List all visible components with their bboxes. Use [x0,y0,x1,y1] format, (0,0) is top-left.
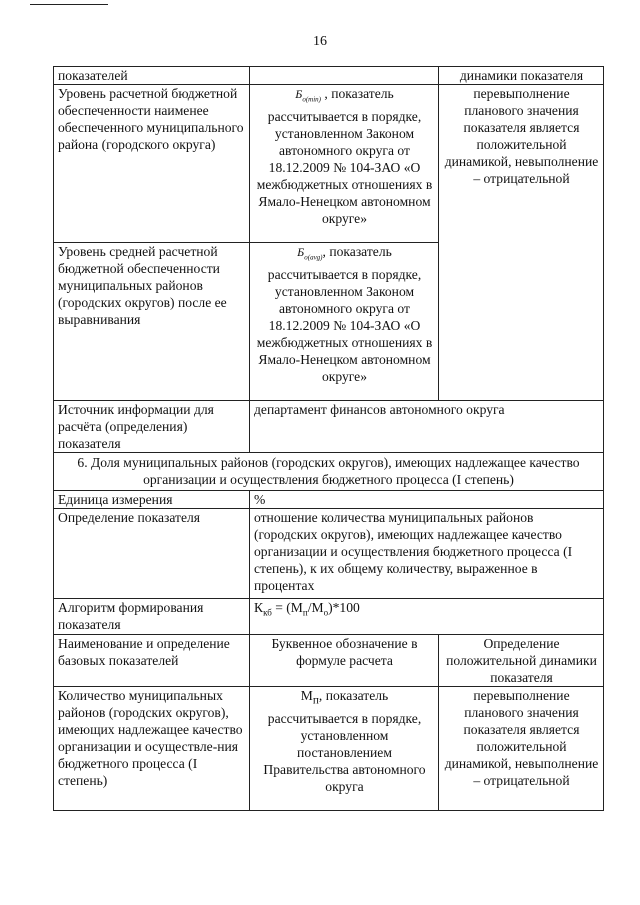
cell-value: департамент финансов автономного округа [250,401,604,453]
table-row [54,635,604,687]
table-row [54,509,604,599]
table-row [54,491,604,509]
cell-dynamics: динамики показателя [439,67,604,85]
table-row [54,453,604,491]
cell-name: Источник информации для расчёта (определения) показателя [54,401,250,453]
top-rule [30,4,108,5]
cell-name: Уровень расчетной бюджетной обеспеченности наименее обеспеченного муниципального района (городского округа) [54,85,250,243]
cell-formula: $К_{кб} = (М_п/М_о)*100$ [250,599,604,635]
cell-symbol [250,67,439,85]
cell-name: Единица измерения [54,491,250,509]
cell-dynamics: перевыполнение планового значения показателя является положительной динамикой, невыполнение – отрицательной [439,85,604,401]
cell-name: Определение показателя [54,509,250,599]
cell-name: Алгоритм формирования показателя [54,599,250,635]
cell-dynamics: перевыполнение планового значения показателя является положительной динамикой, невыполнение – отрицательной [439,687,604,811]
table-row [54,67,604,85]
cell-name: показателей [54,67,250,85]
cell-value: отношение количества муниципальных районов (городских округов), имеющих надлежащее качество организации и осуществления бюджетного процесса (I степень), к их общему количеству, выраженное в процентах [250,509,604,599]
cell-symbol: $Б_{o(avg)}$, показатель рассчитывается в порядке, установленном Законом автономного округа от 18.12.2009 № 104-ЗАО «О межбюджетных отношениях в Ямало-Ненецком автономном округе» [250,243,439,401]
cell-symbol: $М_п$, показатель рассчитывается в порядке, установленном постановлением Правительства автономного округа [250,687,439,811]
section-title: 6. Доля муниципальных районов (городских округов), имеющих надлежащее качество организации и осуществления бюджетного процесса (I степень) [54,453,604,491]
cell-symbol: $Б_{o(min)}$ , показатель рассчитывается в порядке, установленном Законом автономного округа от 18.12.2009 № 104-ЗАО «О межбюджетных отношениях в Ямало-Ненецком автономном округе» [250,85,439,243]
cell-name: Уровень средней расчетной бюджетной обеспеченности муниципальных районов (городских округов) после ее выравнивания [54,243,250,401]
table-row [54,401,604,453]
symbol-b-avg: $Б_{o(avg)}$ [297,245,323,262]
cell-name: Наименование и определение базовых показателей [54,635,250,687]
table-row [54,599,604,635]
cell-value: % [250,491,604,509]
indicator-table [53,66,604,811]
symbol-b-min: $Б_{o(min)}$ [295,87,322,104]
cell-name: Количество муниципальных районов (городских округов), имеющих надлежащее качество организации и осуществле-ния бюджетного процесса (I степень) [54,687,250,811]
table-row [54,687,604,811]
cell-dynamics-header: Определение положительной динамики показателя [439,635,604,687]
table-row [54,85,604,243]
page-number: 16 [313,34,327,49]
cell-symbol-header: Буквенное обозначение в формуле расчета [250,635,439,687]
